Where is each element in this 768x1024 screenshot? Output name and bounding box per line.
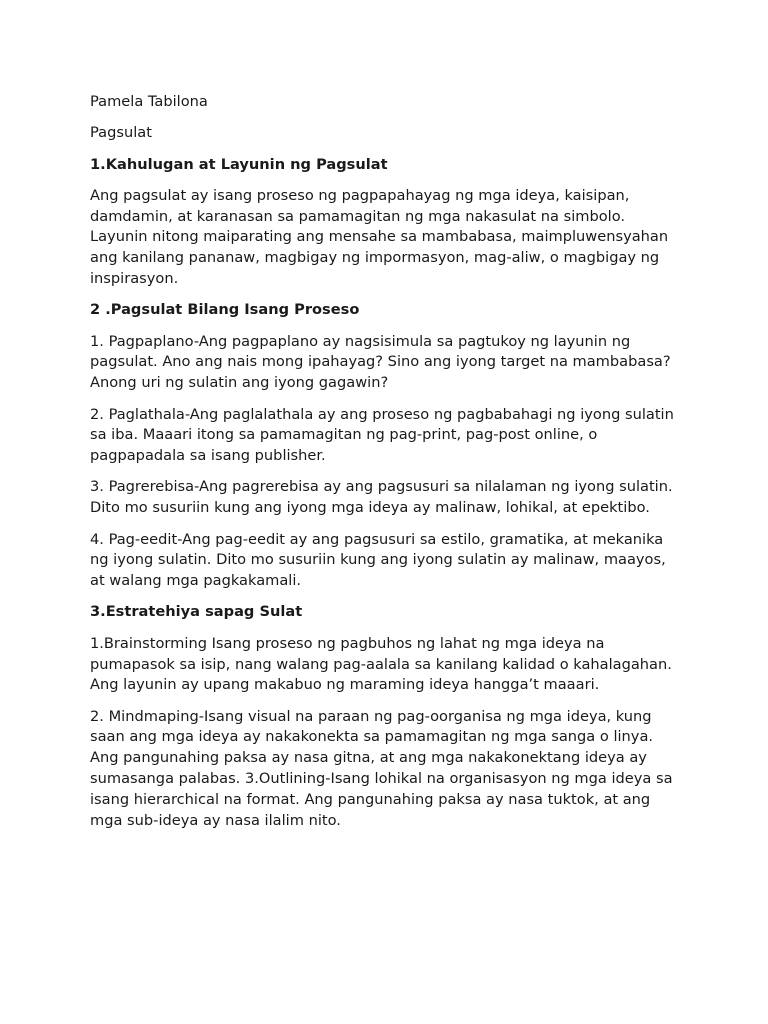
section-heading-3: 3.Estratehiya sapag Sulat — [90, 603, 303, 621]
process-item-revising: 3. Pagrerebisa-Ang pagrerebisa ay ang pagsusuri sa nilalaman ng iyong sulatin. Dito mo susuriin kung ang iyong mga ideya ay malinaw, lohikal, at epektibo. — [90, 478, 673, 517]
process-item-publishing: 2. Paglathala-Ang paglalathala ay ang proseso ng pagbabahagi ng iyong sulatin sa iba. Maaari itong sa pamamagitan ng pag-print, pag-post online, o pagpapadala sa isang publisher. — [90, 405, 674, 465]
strategy-item-mindmapping: 2. Mindmaping-Isang visual na paraan ng pag-oorganisa ng mga ideya, kung saan ang mga ideya ay nakakonekta sa pamamagitan ng mga sanga o linya. Ang pangunahing paksa ay nasa gitna, at ang mga nakakonektang ideya ay sumasanga palabas. 3.Outlining-Isang lohikal na organisasyon ng mga ideya sa isang hierarchical na format. Ang pangunahing paksa ay nasa tuktok, at ang mga sub-ideya ay nasa ilalim nito. — [90, 707, 673, 829]
section-1-paragraph: Ang pagsulat ay isang proseso ng pagpapahayag ng mga ideya, kaisipan, damdamin, at karanasan sa pamamagitan ng mga nakasulat na simbolo. Layunin nitong maiparating ang mensahe sa mambabasa, maimpluwensyahan ang kanilang pananaw, magbigay ng impormasyon, mag-aliw, o magbigay ng inspirasyon. — [90, 186, 669, 288]
process-item-planning: 1. Pagpaplano-Ang pagpaplano ay nagsisimula sa pagtukoy ng layunin ng pagsulat. Ano ang nais mong ipahayag? Sino ang iyong target na mambabasa? Anong uri ng sulatin ang iyong gagawin? — [90, 332, 671, 392]
author-name: Pamela Tabilona — [90, 93, 208, 110]
subject-title: Pagsulat — [90, 124, 152, 142]
process-item-editing: 4. Pag-eedit-Ang pag-eedit ay ang pagsusuri sa estilo, gramatika, at mekanika ng iyong sulatin. Dito mo susuriin kung ang iyong sulatin ay malinaw, maayos, at walang mga pagkakamali. — [90, 530, 666, 590]
strategy-item-brainstorming: 1.Brainstorming Isang proseso ng pagbuhos ng lahat ng mga ideya na pumapasok sa isip, nang walang pag-aalala sa kanilang kalidad o kahalagahan. Ang layunin ay upang makabuo ng maraming ideya hangga’t maaari. — [90, 634, 672, 694]
section-heading-2: 2 .Pagsulat Bilang Isang Proseso — [90, 301, 360, 319]
document-body — [90, 92, 680, 842]
section-heading-1: 1.Kahulugan at Layunin ng Pagsulat — [90, 155, 388, 173]
